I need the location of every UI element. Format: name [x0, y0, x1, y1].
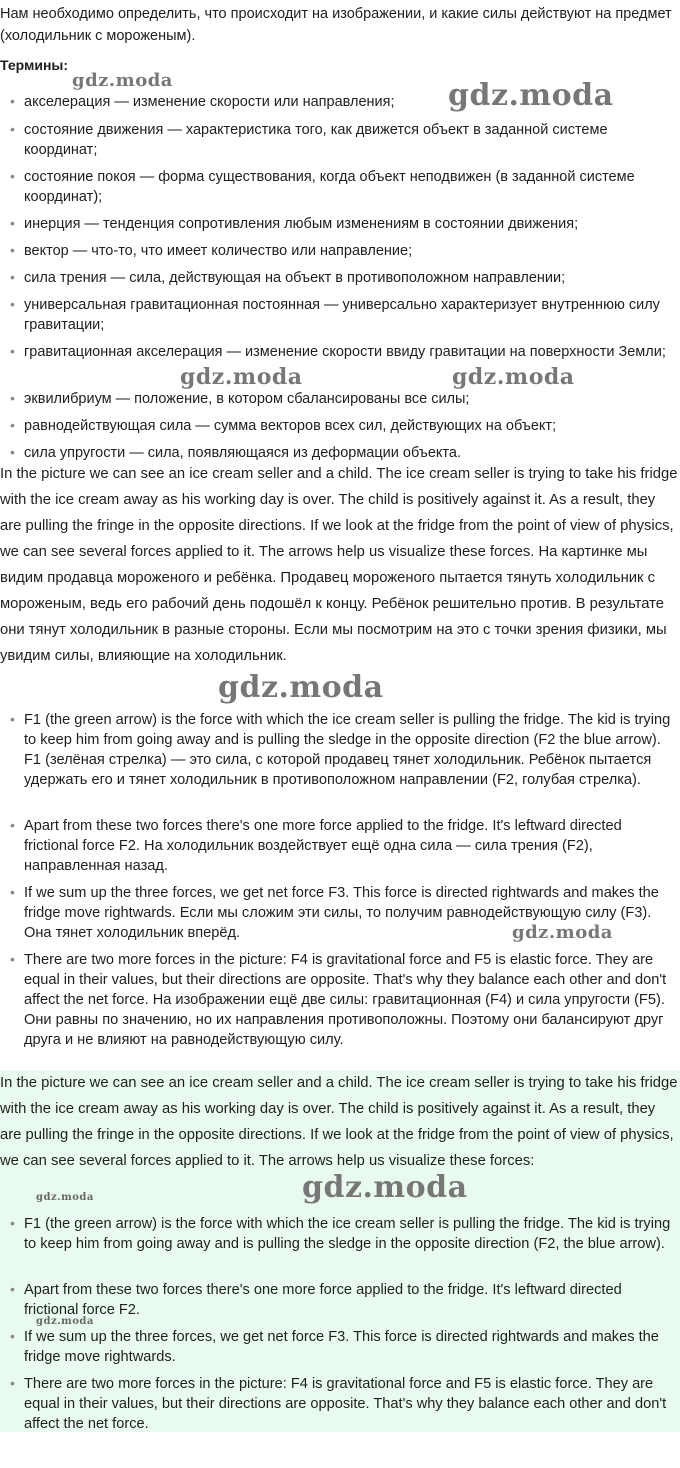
- bullet-icon: •: [10, 1375, 15, 1391]
- bullet-icon: •: [10, 121, 15, 137]
- terms-title: Термины:: [0, 57, 69, 73]
- bullet-icon: •: [10, 1281, 15, 1297]
- bullet-icon: •: [10, 884, 15, 900]
- bullet-icon: •: [10, 390, 15, 406]
- paragraph-2: In the picture we can see an ice cream seller and a child. The ice cream seller is trying to take his fridge with the ice cream away as his working day is over. The child is positively against it. As a result, they are pulling the fringe in the opposite directions. If we look at the fridge from the point of view of physics, we can see several forces applied to it. The arrows help us visualize these forces:: [0, 1075, 678, 1169]
- bullet-icon: •: [10, 296, 15, 312]
- bullet-icon: •: [10, 1215, 15, 1231]
- watermark-logo: gdz.moda: [72, 70, 173, 91]
- bullet-icon: •: [10, 269, 15, 285]
- bullet-icon: •: [10, 817, 15, 833]
- watermark-logo: gdz.moda: [36, 1192, 94, 1203]
- original-answer-block: Нам необходимо определить, что происходит на изображении, и какие силы действуют на предмет (холодильник с мороженым). Термины: • акселерация — изменение скорости или направления; • состояние движения — характеристика того, как движется объект в заданной системе координат; • состояние покоя — форма существования, когда объект неподвижен (в заданной системе координат); • инерция — тенденция сопротивления любым изменениям в состоянии движения; • вектор — что-то, что имеет количество или направление; • сила трения — сила, действующая на объект в противоположном направлении; • универсальная гравитационная постоянная — универсально характеризует внутреннюю силу гравитации; • гравитационная акселерация — изменение скорости ввиду гравитации на поверхности Земли; • эквилибриум — положение, в котором сбалансированы все силы; • равнодействующая сила — сумма векторов всех сил, действующих на объект; • сила упругости — сила, появляющаяся из деформации объекта. In the picture we can see an ice cream seller and a child. The ice cream seller is trying to take his fridge with the ice cream away as his working day is over. The child is positively against it. As a result, they are pulling the fringe in the opposite directions. If we look at the fridge from the point of view of physics, we can see several forces applied to it. The arrows help us visualize these forces. На картинке мы видим продавца мороженого и ребёнка. Продавец мороженого пытается тянуть холодильник с мороженым, ведь его рабочий день подошёл к концу. Ребёнок решительно против. В результате они тянут холодильник в разные стороны. Если мы посмотрим на это с точки зрения физики, мы увидим силы, влияющие на холодильник. • F1 (the green arrow) is the force with which the ice cream seller is pulling the fridge. The kid is trying to keep him from going away and is pulling the sledge in the opposite direction (F2 the blue arrow). F1 (зелёная стрелка) — это сила, с которой продавец тянет холодильник. Ребёнок пытается удержать его и тянет холодильник в противоположном направлении (F2, голубая стрелка). • Apart from these two forces there's one more force applied to the fridge. It's leftward directed frictional force F2. На холодильник воздействует ещё одна сила — сила трения (F2), направленная назад. • If we sum up the three forces, we get net force F3. This force is directed rightwards and makes the fridge move rightwards. Если мы сложим эти силы, то получим равнодействующую силу (F3). Она тянет холодильник вперёд. • There are two more forces in the picture: F4 is gravitational force and F5 is elastic force. They are equal in their values, but their directions are opposite. That's why they balance each other and don't affect the net force. На изображении ещё две силы: гравитационная (F4) и сила упругости (F5). Они равны по значению, но их направления противоположны. Поэтому они балансируют друг друга и не влияют на равнодействующую силу.: [0, 0, 680, 1075]
- bullet-icon: •: [10, 444, 15, 460]
- watermark-logo: gdz.moda: [180, 364, 303, 390]
- bullet-icon: •: [10, 711, 15, 727]
- watermark-logo: gdz.moda: [302, 1170, 468, 1205]
- bullet-icon: •: [10, 951, 15, 967]
- bullet-icon: •: [10, 168, 15, 184]
- bullet-icon: •: [10, 417, 15, 433]
- intro-text: Нам необходимо определить, что происходит на изображении, и какие силы действуют на предмет (холодильник с мороженым).: [0, 6, 672, 44]
- watermark-logo: gdz.moda: [36, 1316, 94, 1327]
- watermark-logo: gdz.moda: [452, 364, 575, 390]
- watermark-logo: gdz.moda: [512, 922, 613, 943]
- english-answer-block: In the picture we can see an ice cream seller and a child. The ice cream seller is trying to take his fridge with the ice cream away as his working day is over. The child is positively against it. As a result, they are pulling the fringe in the opposite directions. If we look at the fridge from the point of view of physics, we can see several forces applied to it. The arrows help us visualize these forces: • F1 (the green arrow) is the force with which the ice cream seller is pulling the fridge. The kid is trying to keep him from going away and is pulling the sledge in the opposite direction (F2, the blue arrow). • Apart from these two forces there's one more force applied to the fridge. It's leftward directed frictional force F2. • If we sum up the three forces, we get net force F3. This force is directed rightwards and makes the fridge move rightwards. • There are two more forces in the picture: F4 is gravitational force and F5 is elastic force. They are equal in their values, but their directions are opposite. That's why they balance each other and don't affect the net force.: [0, 1070, 680, 1432]
- bullet-icon: •: [10, 242, 15, 258]
- bullet-icon: •: [10, 93, 15, 109]
- bullet-icon: •: [10, 343, 15, 359]
- watermark-logo: gdz.moda: [218, 670, 384, 705]
- bullet-icon: •: [10, 215, 15, 231]
- paragraph-1: In the picture we can see an ice cream seller and a child. The ice cream seller is trying to take his fridge with the ice cream away as his working day is over. The child is positively against it. As a result, they are pulling the fringe in the opposite directions. If we look at the fridge from the point of view of physics, we can see several forces applied to it. The arrows help us visualize these forces. На картинке мы видим продавца мороженого и ребёнка. Продавец мороженого пытается тянуть холодильник с мороженым, ведь его рабочий день подошёл к концу. Ребёнок решительно против. В результате они тянут холодильник в разные стороны. Если мы посмотрим на это с точки зрения физики, мы увидим силы, влияющие на холодильник.: [0, 466, 678, 664]
- watermark-logo: gdz.moda: [448, 78, 614, 113]
- bullet-icon: •: [10, 1328, 15, 1344]
